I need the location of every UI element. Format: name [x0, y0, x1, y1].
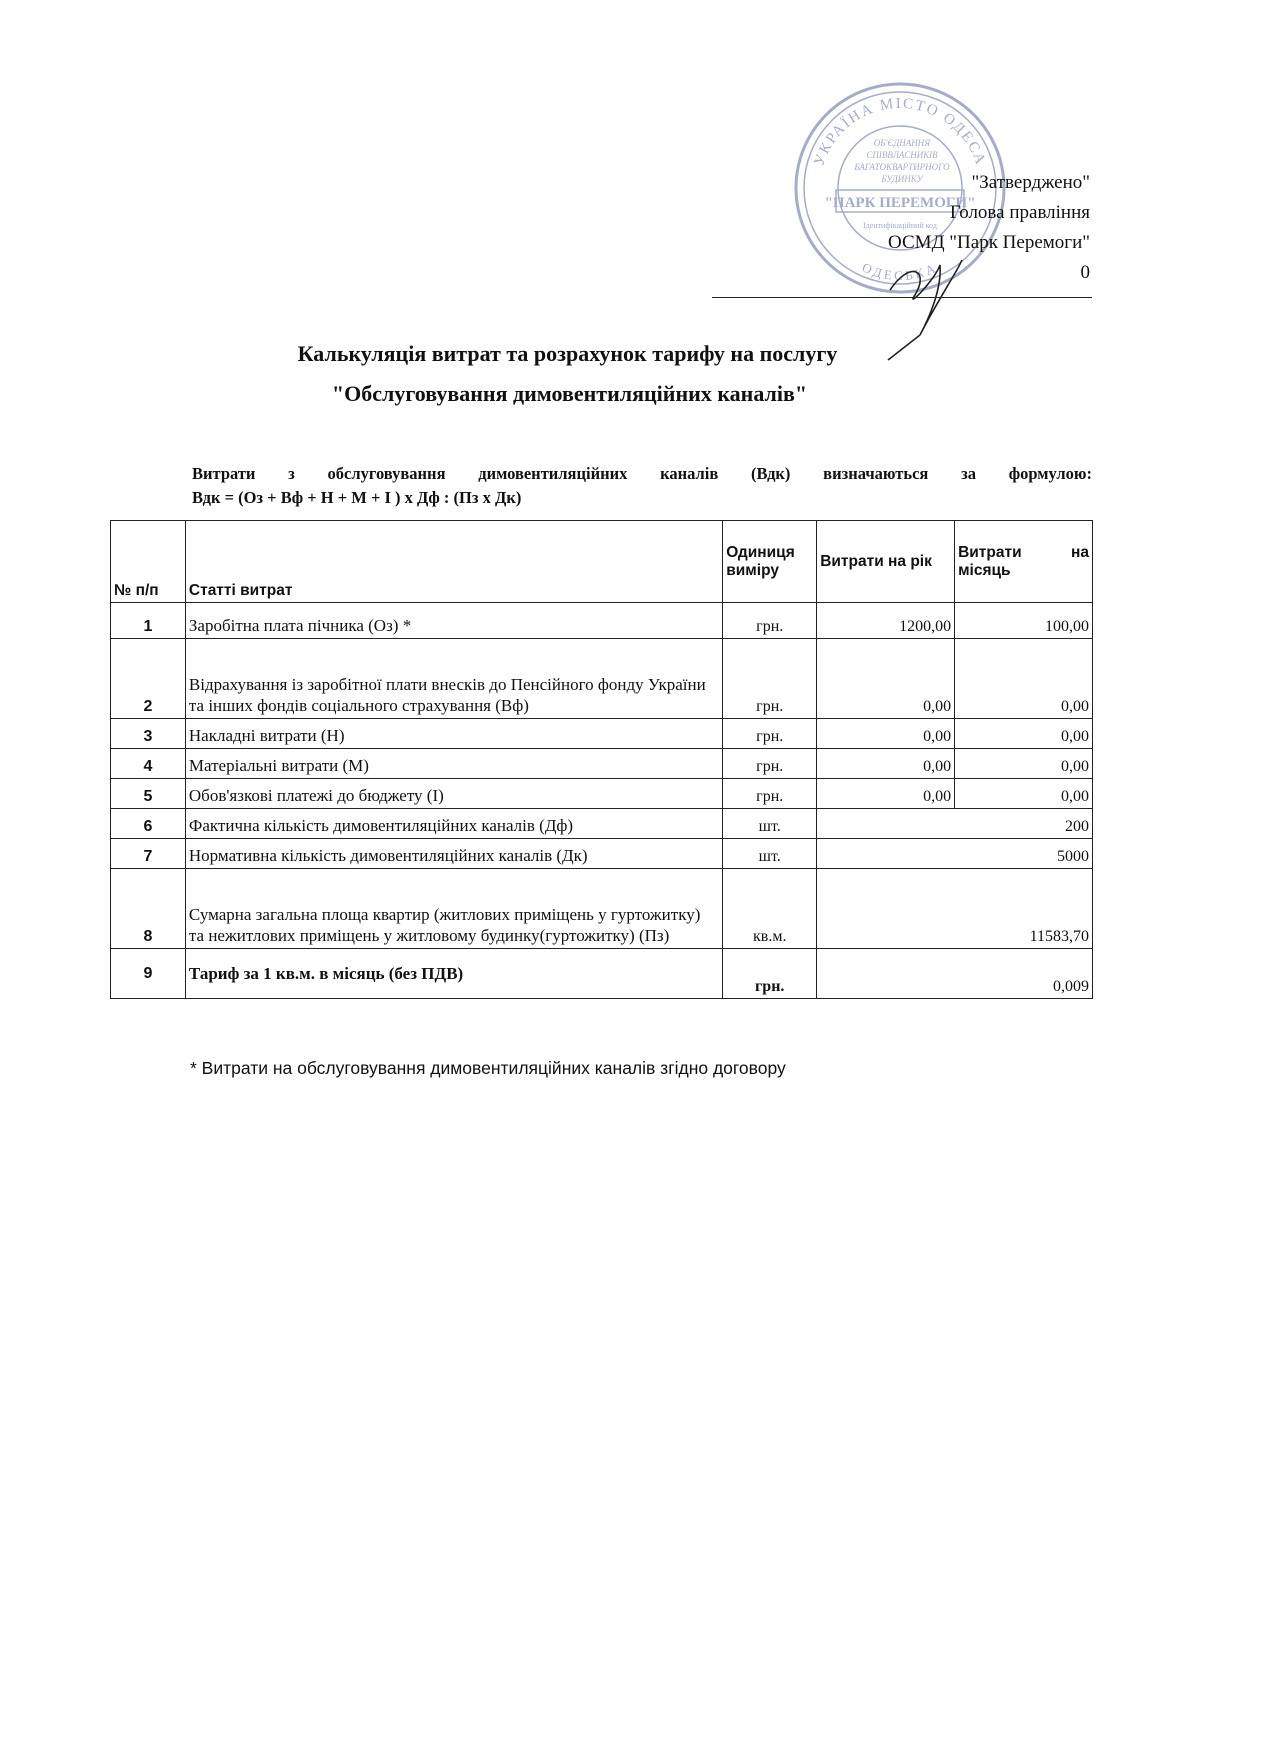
- row-name: Нормативна кількість димовентиляційних каналів (Дк): [185, 839, 722, 869]
- approval-status: "Затверджено": [971, 172, 1090, 193]
- row-name: Сумарна загальна площа квартир (житлових приміщень у гуртожитку) та нежитлових приміщень у житловому будинку(гуртожитку) (Пз): [185, 869, 722, 949]
- formula-description: Витрати з обслуговування димовентиляційних каналів (Вдк) визначаються за формулою:: [192, 464, 1092, 483]
- row-name: Матеріальні витрати (М): [185, 749, 722, 779]
- row-unit: грн.: [723, 949, 817, 999]
- row-num: 5: [111, 779, 186, 809]
- header-unit: Одиниця виміру: [723, 521, 817, 603]
- row-unit: шт.: [723, 839, 817, 869]
- row-month: 0,00: [955, 749, 1093, 779]
- row-value: 0,009: [817, 949, 1093, 999]
- row-value: 5000: [817, 839, 1093, 869]
- header-name: Статті витрат: [185, 521, 722, 603]
- row-num: 2: [111, 639, 186, 719]
- formula-expression: Вдк = (Оз + Вф + Н + М + І ) х Дф : (Пз х Дк): [192, 488, 522, 507]
- header-month: Витрати на місяць: [955, 521, 1093, 603]
- row-num: 3: [111, 719, 186, 749]
- table-row: [111, 639, 1093, 719]
- table-row: [111, 869, 1093, 949]
- document-title: Калькуляція витрат та розрахунок тарифу на послугу: [297, 341, 838, 366]
- row-name: Заробітна плата пічника (Оз) *: [185, 603, 722, 639]
- row-num: 1: [111, 603, 186, 639]
- header-year: Витрати на рік: [817, 521, 955, 603]
- row-month: 0,00: [955, 719, 1093, 749]
- table-row: [111, 603, 1093, 639]
- svg-text:ОБ'ЄДНАННЯ: ОБ'ЄДНАННЯ: [873, 138, 931, 148]
- svg-text:БАГАТОКВАРТИРНОГО: БАГАТОКВАРТИРНОГО: [854, 162, 950, 172]
- row-name: Накладні витрати (Н): [185, 719, 722, 749]
- formula-block: [192, 462, 1092, 510]
- svg-text:"ПАРК ПЕРЕМОГИ": "ПАРК ПЕРЕМОГИ": [824, 195, 976, 211]
- row-num: 4: [111, 749, 186, 779]
- row-unit: грн.: [723, 603, 817, 639]
- table-row: [111, 839, 1093, 869]
- row-num: 6: [111, 809, 186, 839]
- row-month: 0,00: [955, 639, 1093, 719]
- row-unit: грн.: [723, 779, 817, 809]
- row-num: 7: [111, 839, 186, 869]
- table-row: [111, 809, 1093, 839]
- table-header-row: [111, 521, 1093, 603]
- svg-text:ОДЕСЬКА: ОДЕСЬКА: [859, 259, 941, 284]
- header-num: № п/п: [111, 521, 186, 603]
- row-num: 9: [111, 949, 186, 999]
- cost-table: [110, 520, 1093, 999]
- row-name: Обов'язкові платежі до бюджету (І): [185, 779, 722, 809]
- row-month: 100,00: [955, 603, 1093, 639]
- row-year: 0,00: [817, 749, 955, 779]
- row-year: 0,00: [817, 779, 955, 809]
- row-unit: грн.: [723, 719, 817, 749]
- row-year: 0,00: [817, 639, 955, 719]
- table-row: [111, 779, 1093, 809]
- row-num: 8: [111, 869, 186, 949]
- approval-organization: ОСМД "Парк Перемоги": [888, 232, 1090, 253]
- svg-text:УКРАЇНА МІСТО ОДЕСА: УКРАЇНА МІСТО ОДЕСА: [811, 95, 989, 169]
- svg-text:СПІВВЛАСНИКІВ: СПІВВЛАСНИКІВ: [866, 150, 938, 160]
- table-row: [111, 749, 1093, 779]
- approval-signature-note: 0: [1080, 262, 1090, 283]
- row-value: 11583,70: [817, 869, 1093, 949]
- row-month: 0,00: [955, 779, 1093, 809]
- row-value: 200: [817, 809, 1093, 839]
- footnote: * Витрати на обслуговування димовентиляційних каналів згідно договору: [190, 1058, 786, 1078]
- row-year: 1200,00: [817, 603, 955, 639]
- document-subtitle: "Обслуговування димовентиляційних каналів": [331, 381, 808, 406]
- svg-text:Ідентифікаційний код: Ідентифікаційний код: [862, 221, 938, 230]
- approval-position: Голова правління: [949, 202, 1090, 223]
- row-unit: грн.: [723, 749, 817, 779]
- row-unit: шт.: [723, 809, 817, 839]
- row-name: Тариф за 1 кв.м. в місяць (без ПДВ): [185, 949, 722, 999]
- row-unit: грн.: [723, 639, 817, 719]
- svg-text:БУДИНКУ: БУДИНКУ: [881, 174, 923, 184]
- row-year: 0,00: [817, 719, 955, 749]
- table-row: [111, 719, 1093, 749]
- table-row-tariff: [111, 949, 1093, 999]
- row-name: Відрахування із заробітної плати внесків до Пенсійного фонду України та інших фондів соціального страхування (Вф): [185, 639, 722, 719]
- row-name: Фактична кількість димовентиляційних каналів (Дф): [185, 809, 722, 839]
- row-unit: кв.м.: [723, 869, 817, 949]
